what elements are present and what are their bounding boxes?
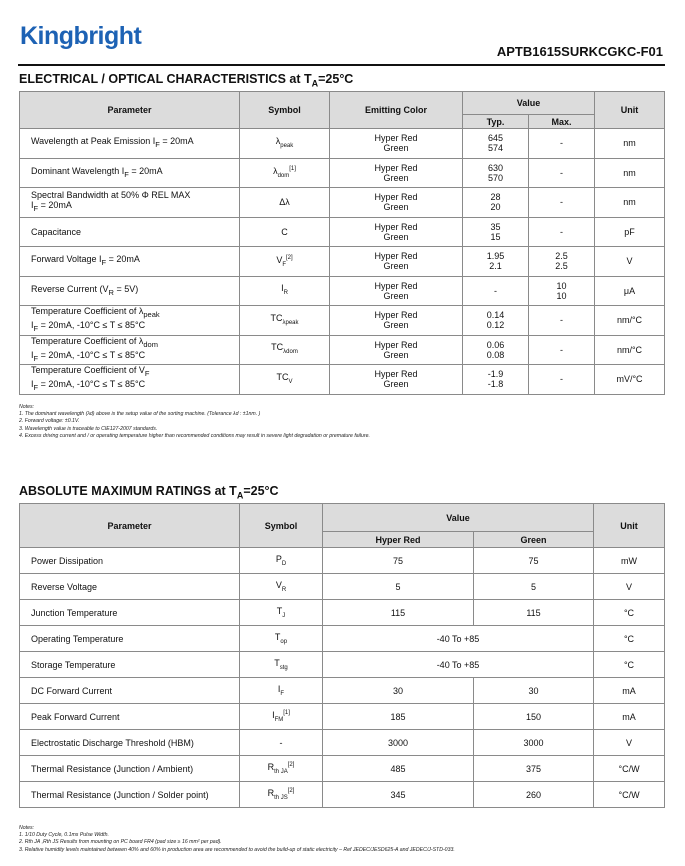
parameter-subscript: F	[101, 258, 107, 268]
note-line: 4. Excess driving current and / or operating temperature higher than recommended conditions may result in severe light degradation or premature failure.	[19, 432, 370, 439]
table-row	[20, 782, 665, 808]
symbol-cell	[240, 276, 330, 306]
typ-cell	[463, 158, 529, 188]
value-hyper-red-cell: 75	[323, 548, 474, 574]
parameter-text: = 20mA	[128, 165, 163, 176]
col-symbol: Symbol	[240, 92, 330, 129]
unit-cell: °C	[594, 626, 665, 652]
max-cell	[529, 365, 595, 395]
parameter-subscript: F	[124, 169, 129, 179]
parameter-line	[31, 306, 235, 320]
color-green: Green	[383, 202, 409, 213]
symbol-subscript: peak	[280, 142, 294, 149]
value-green-cell: 3000	[474, 730, 594, 756]
parameter-cell	[20, 247, 240, 277]
value-green-cell: 150	[474, 704, 594, 730]
parameter-text: Wavelength at Peak Emission I	[31, 136, 156, 147]
color-hyper-red: Hyper Red	[374, 192, 418, 203]
color-hyper-red: Hyper Red	[374, 369, 418, 380]
symbol-subscript: dom	[277, 173, 290, 180]
symbol-cell	[240, 678, 323, 704]
parameter-text: = 20mA	[38, 200, 72, 211]
value-hyper-red-cell: 3000	[323, 730, 474, 756]
color-hyper-red: Hyper Red	[374, 339, 418, 350]
parameter-cell: Junction Temperature	[20, 600, 240, 626]
parameter-subscript: F	[33, 383, 39, 393]
typ-value: 20	[490, 202, 501, 213]
unit-cell: μA	[595, 276, 665, 306]
symbol-subscript: F	[282, 261, 286, 268]
typ-value: 35	[490, 221, 501, 232]
emitting-color-cell	[330, 306, 463, 336]
parameter-cell: Electrostatic Discharge Threshold (HBM)	[20, 730, 240, 756]
typ-cell	[463, 276, 529, 306]
symbol-subscript: F	[280, 690, 285, 697]
page-header	[0, 0, 685, 66]
parameter-text: Forward Voltage I	[31, 254, 102, 265]
typ-cell	[463, 247, 529, 277]
table-row	[20, 276, 665, 306]
symbol-text: TC	[276, 371, 289, 382]
typ-cell	[463, 335, 529, 365]
note-line: 2. Rth JA ,Rth JS Results from mounting on PC board FR4 (pad size ≥ 16 mm² per pad).	[19, 839, 222, 846]
col-symbol: Symbol	[240, 504, 323, 548]
symbol-text: λ	[273, 166, 278, 177]
color-hyper-red: Hyper Red	[374, 280, 418, 291]
parameter-cell: Peak Forward Current	[20, 704, 240, 730]
typ-value: 2.1	[489, 261, 502, 272]
parameter-line	[31, 320, 235, 334]
parameter-cell: DC Forward Current	[20, 678, 240, 704]
table-row	[20, 756, 665, 782]
symbol-subscript: D	[281, 560, 287, 567]
symbol-text: λ	[275, 135, 281, 146]
max-value: -	[560, 197, 563, 208]
parameter-subscript: F	[144, 369, 150, 379]
symbol-cell	[240, 652, 323, 678]
max-value: -	[560, 138, 563, 149]
parameter-cell: Thermal Resistance (Junction / Ambient)	[20, 756, 240, 782]
parameter-cell	[20, 217, 240, 247]
symbol-subscript: λdom	[283, 349, 298, 356]
color-hyper-red: Hyper Red	[374, 162, 418, 173]
col-unit: Unit	[594, 504, 665, 548]
parameter-text: Spectral Bandwidth at 50% Φ REL MAX	[31, 190, 191, 201]
typ-value: 0.08	[486, 349, 505, 360]
typ-value: 0.12	[486, 320, 505, 331]
symbol-note-ref: [2]	[287, 762, 295, 769]
table-row	[20, 188, 665, 218]
parameter-line	[31, 227, 235, 237]
parameter-line	[31, 350, 235, 364]
emitting-color-cell	[330, 129, 463, 159]
symbol-cell	[240, 158, 330, 188]
parameter-line	[31, 365, 235, 379]
header-rule	[18, 64, 665, 66]
parameter-line	[31, 379, 235, 393]
unit-cell: nm/°C	[595, 306, 665, 336]
symbol-cell	[240, 600, 323, 626]
emitting-color-cell	[330, 188, 463, 218]
value-merged-cell: -40 To +85	[323, 626, 594, 652]
symbol-text: -	[279, 737, 283, 748]
symbol-subscript: R	[283, 290, 288, 297]
parameter-cell	[20, 306, 240, 336]
typ-value: 28	[490, 192, 501, 203]
parameter-text: = 5V)	[113, 283, 139, 294]
parameter-text: = 20mA	[106, 254, 140, 265]
emitting-color-cell	[330, 365, 463, 395]
value-green-cell: 30	[474, 678, 594, 704]
typ-value: -1.9	[487, 369, 504, 380]
color-hyper-red: Hyper Red	[374, 251, 418, 262]
max-cell	[529, 129, 595, 159]
max-value: 10	[556, 290, 567, 301]
table-row	[20, 678, 665, 704]
emitting-color-cell	[330, 158, 463, 188]
symbol-text: T	[274, 658, 280, 669]
parameter-text: Capacitance	[31, 226, 82, 237]
typ-value: -	[494, 285, 497, 296]
unit-cell: V	[594, 730, 665, 756]
note-line: Notes:	[19, 404, 34, 410]
symbol-text: P	[275, 554, 282, 565]
symbol-text: V	[276, 254, 283, 265]
parameter-text: Dominant Wavelength I	[31, 165, 125, 176]
parameter-text: Temperature Coefficient of V	[31, 365, 145, 376]
parameter-cell	[20, 276, 240, 306]
parameter-subscript: F	[33, 353, 39, 363]
table-row	[20, 247, 665, 277]
typ-value: 1.95	[486, 251, 505, 262]
symbol-cell	[240, 704, 323, 730]
symbol-subscript: R	[281, 586, 287, 593]
max-value: -	[560, 374, 563, 385]
table-row	[20, 652, 665, 678]
typ-value: -1.8	[487, 379, 504, 390]
symbol-text: C	[281, 226, 288, 237]
typ-value: 574	[487, 143, 504, 154]
color-green: Green	[383, 231, 409, 242]
max-value: -	[560, 344, 563, 355]
symbol-text: TC	[270, 312, 283, 323]
notes-electrical	[19, 404, 370, 440]
table-row	[20, 548, 665, 574]
max-cell	[529, 217, 595, 247]
color-green: Green	[383, 261, 409, 272]
value-merged-cell: -40 To +85	[323, 652, 594, 678]
symbol-cell	[240, 306, 330, 336]
parameter-cell: Storage Temperature	[20, 652, 240, 678]
note-line: 3. Relative humidity levels maintained between 40% and 60% in production area are recommended to avoid the build-up of static electricity – Ref JEDEC/JESD625-A and JEDEC/J-STD-033.	[19, 846, 455, 853]
parameter-cell: Thermal Resistance (Junction / Solder point)	[20, 782, 240, 808]
parameter-cell	[20, 188, 240, 218]
note-line: 3. Wavelength value is traceable to CIE127-2007 standards.	[19, 425, 158, 432]
unit-cell: V	[594, 574, 665, 600]
max-value: 10	[556, 280, 567, 291]
col-value: Value	[323, 504, 594, 532]
symbol-text: V	[275, 580, 282, 591]
parameter-line	[31, 166, 235, 180]
symbol-subscript: J	[282, 612, 286, 619]
emitting-color-cell	[330, 217, 463, 247]
emitting-color-cell	[330, 247, 463, 277]
parameter-text: Temperature Coefficient of λ	[31, 306, 144, 317]
parameter-text: = 20mA, -10°C ≤ T ≤ 85°C	[38, 320, 146, 331]
parameter-cell: Reverse Voltage	[20, 574, 240, 600]
parameter-line	[31, 190, 235, 200]
symbol-note-ref: [2]	[286, 254, 293, 261]
parameter-line	[31, 336, 235, 350]
unit-cell: mA	[594, 678, 665, 704]
typ-cell	[463, 306, 529, 336]
symbol-subscript: op	[280, 638, 288, 645]
parameter-text: I	[31, 349, 34, 360]
unit-cell: pF	[595, 217, 665, 247]
typ-value: 0.14	[486, 310, 505, 321]
parameter-subscript: peak	[143, 310, 160, 320]
kingbright-logo: Kingbright	[20, 22, 142, 50]
parameter-line	[31, 254, 235, 268]
typ-cell	[463, 365, 529, 395]
col-value: Value	[463, 92, 595, 115]
parameter-text: = 20mA, -10°C ≤ T ≤ 85°C	[38, 349, 146, 360]
parameter-cell: Operating Temperature	[20, 626, 240, 652]
col-parameter: Parameter	[20, 504, 240, 548]
color-hyper-red: Hyper Red	[374, 133, 418, 144]
symbol-subscript: th JS	[274, 794, 288, 801]
unit-cell: mV/°C	[595, 365, 665, 395]
unit-cell: nm/°C	[595, 335, 665, 365]
symbol-cell	[240, 756, 323, 782]
symbol-subscript: stg	[279, 664, 288, 671]
color-green: Green	[383, 349, 409, 360]
typ-cell	[463, 217, 529, 247]
unit-cell: V	[595, 247, 665, 277]
parameter-line	[31, 284, 235, 298]
notes-absolute-max	[19, 825, 455, 854]
table-row	[20, 600, 665, 626]
typ-cell	[463, 129, 529, 159]
part-number: APTB1615SURKCGKC-F01	[496, 44, 663, 59]
max-cell	[529, 276, 595, 306]
unit-cell: nm	[595, 158, 665, 188]
table-row	[20, 306, 665, 336]
parameter-cell: Power Dissipation	[20, 548, 240, 574]
parameter-cell	[20, 129, 240, 159]
max-cell	[529, 158, 595, 188]
color-green: Green	[383, 379, 409, 390]
col-emitting-color: Emitting Color	[330, 92, 463, 129]
table-row	[20, 158, 665, 188]
parameter-text: I	[31, 200, 34, 211]
col-typ: Typ.	[463, 115, 529, 129]
table-row	[20, 335, 665, 365]
symbol-cell	[240, 335, 330, 365]
unit-cell: mA	[594, 704, 665, 730]
electrical-optical-table	[19, 91, 665, 395]
value-hyper-red-cell: 30	[323, 678, 474, 704]
typ-value: 570	[487, 172, 504, 183]
table-row	[20, 626, 665, 652]
note-line: 2. Forward voltage: ±0.1V.	[19, 418, 80, 425]
symbol-cell	[240, 626, 323, 652]
table-row	[20, 704, 665, 730]
parameter-text: I	[31, 320, 34, 331]
symbol-text: TC	[271, 342, 284, 353]
symbol-text: I	[272, 710, 275, 721]
value-hyper-red-cell: 185	[323, 704, 474, 730]
table-row	[20, 217, 665, 247]
parameter-subscript: dom	[143, 339, 158, 349]
max-cell	[529, 306, 595, 336]
symbol-text: Δλ	[279, 197, 290, 208]
value-hyper-red-cell: 5	[323, 574, 474, 600]
parameter-line	[31, 136, 235, 150]
value-green-cell: 260	[474, 782, 594, 808]
parameter-cell	[20, 365, 240, 395]
value-green-cell: 75	[474, 548, 594, 574]
symbol-cell	[240, 574, 323, 600]
color-green: Green	[383, 172, 409, 183]
symbol-subscript: λpeak	[282, 319, 299, 326]
symbol-cell	[240, 782, 323, 808]
symbol-text: T	[274, 632, 281, 643]
col-hyper-red: Hyper Red	[323, 532, 474, 548]
col-green: Green	[474, 532, 594, 548]
symbol-subscript: V	[288, 378, 293, 385]
color-hyper-red: Hyper Red	[374, 221, 418, 232]
value-hyper-red-cell: 485	[323, 756, 474, 782]
unit-cell: °C	[594, 652, 665, 678]
typ-cell	[463, 188, 529, 218]
emitting-color-cell	[330, 335, 463, 365]
max-value: -	[560, 167, 563, 178]
value-hyper-red-cell: 115	[323, 600, 474, 626]
typ-value: 15	[490, 231, 501, 242]
parameter-text: = 20mA	[159, 136, 194, 147]
max-cell	[529, 335, 595, 365]
symbol-cell	[240, 188, 330, 218]
value-green-cell: 5	[474, 574, 594, 600]
unit-cell: mW	[594, 548, 665, 574]
table-row	[20, 129, 665, 159]
color-green: Green	[383, 143, 409, 154]
symbol-subscript: FM	[274, 716, 284, 723]
parameter-text: Temperature Coefficient of λ	[31, 335, 144, 346]
note-line: 1. 1/10 Duty Cycle, 0.1ms Pulse Width.	[19, 832, 109, 839]
symbol-text: I	[277, 684, 281, 695]
parameter-line	[31, 200, 235, 214]
note-line: Notes:	[19, 825, 34, 831]
table-row	[20, 574, 665, 600]
color-green: Green	[383, 290, 409, 301]
parameter-text: Reverse Current (V	[31, 283, 109, 294]
unit-cell: °C/W	[594, 782, 665, 808]
unit-cell: °C	[594, 600, 665, 626]
symbol-note-ref: [1]	[283, 710, 290, 717]
parameter-subscript: F	[155, 140, 160, 150]
symbol-text: I	[281, 283, 284, 294]
section-title-electrical: ELECTRICAL / OPTICAL CHARACTERISTICS at $T_A=25^\circ C$	[19, 72, 354, 89]
parameter-subscript: F	[33, 324, 39, 334]
max-value: 2.5	[555, 261, 568, 272]
max-cell	[529, 247, 595, 277]
symbol-text: T	[276, 606, 283, 617]
col-unit: Unit	[595, 92, 665, 129]
color-green: Green	[383, 320, 409, 331]
parameter-cell	[20, 335, 240, 365]
parameter-cell	[20, 158, 240, 188]
unit-cell: nm	[595, 129, 665, 159]
symbol-subscript: th JA	[274, 768, 288, 775]
symbol-cell	[240, 217, 330, 247]
col-max: Max.	[529, 115, 595, 129]
symbol-text: R	[267, 762, 275, 773]
typ-value: 645	[487, 133, 504, 144]
table-row	[20, 365, 665, 395]
symbol-cell	[240, 365, 330, 395]
color-hyper-red: Hyper Red	[374, 310, 418, 321]
value-green-cell: 115	[474, 600, 594, 626]
section-title-absolute-max: ABSOLUTE MAXIMUM RATINGS at $T_A=25^\circ C$	[19, 484, 279, 501]
max-value: -	[560, 226, 563, 237]
emitting-color-cell	[330, 276, 463, 306]
value-hyper-red-cell: 345	[323, 782, 474, 808]
max-value: 2.5	[555, 251, 568, 262]
max-cell	[529, 188, 595, 218]
table-row	[20, 730, 665, 756]
symbol-note-ref: [2]	[287, 788, 295, 795]
symbol-cell	[240, 730, 323, 756]
symbol-note-ref: [1]	[289, 166, 296, 173]
symbol-cell	[240, 129, 330, 159]
symbol-text: R	[267, 788, 275, 799]
col-parameter: Parameter	[20, 92, 240, 129]
symbol-cell	[240, 548, 323, 574]
symbol-cell	[240, 247, 330, 277]
typ-value: 630	[487, 162, 504, 173]
value-green-cell: 375	[474, 756, 594, 782]
unit-cell: nm	[595, 188, 665, 218]
absolute-max-ratings-table	[19, 503, 665, 808]
parameter-text: I	[31, 379, 34, 390]
parameter-subscript: F	[33, 204, 39, 214]
max-value: -	[560, 315, 563, 326]
parameter-subscript: R	[108, 287, 114, 297]
parameter-text: = 20mA, -10°C ≤ T ≤ 85°C	[38, 379, 146, 390]
typ-value: 0.06	[486, 339, 505, 350]
unit-cell: °C/W	[594, 756, 665, 782]
note-line: 1. The dominant wavelength (λd) above is the setup value of the sorting machine. (Tolerance λd : ±1nm. )	[19, 411, 261, 418]
